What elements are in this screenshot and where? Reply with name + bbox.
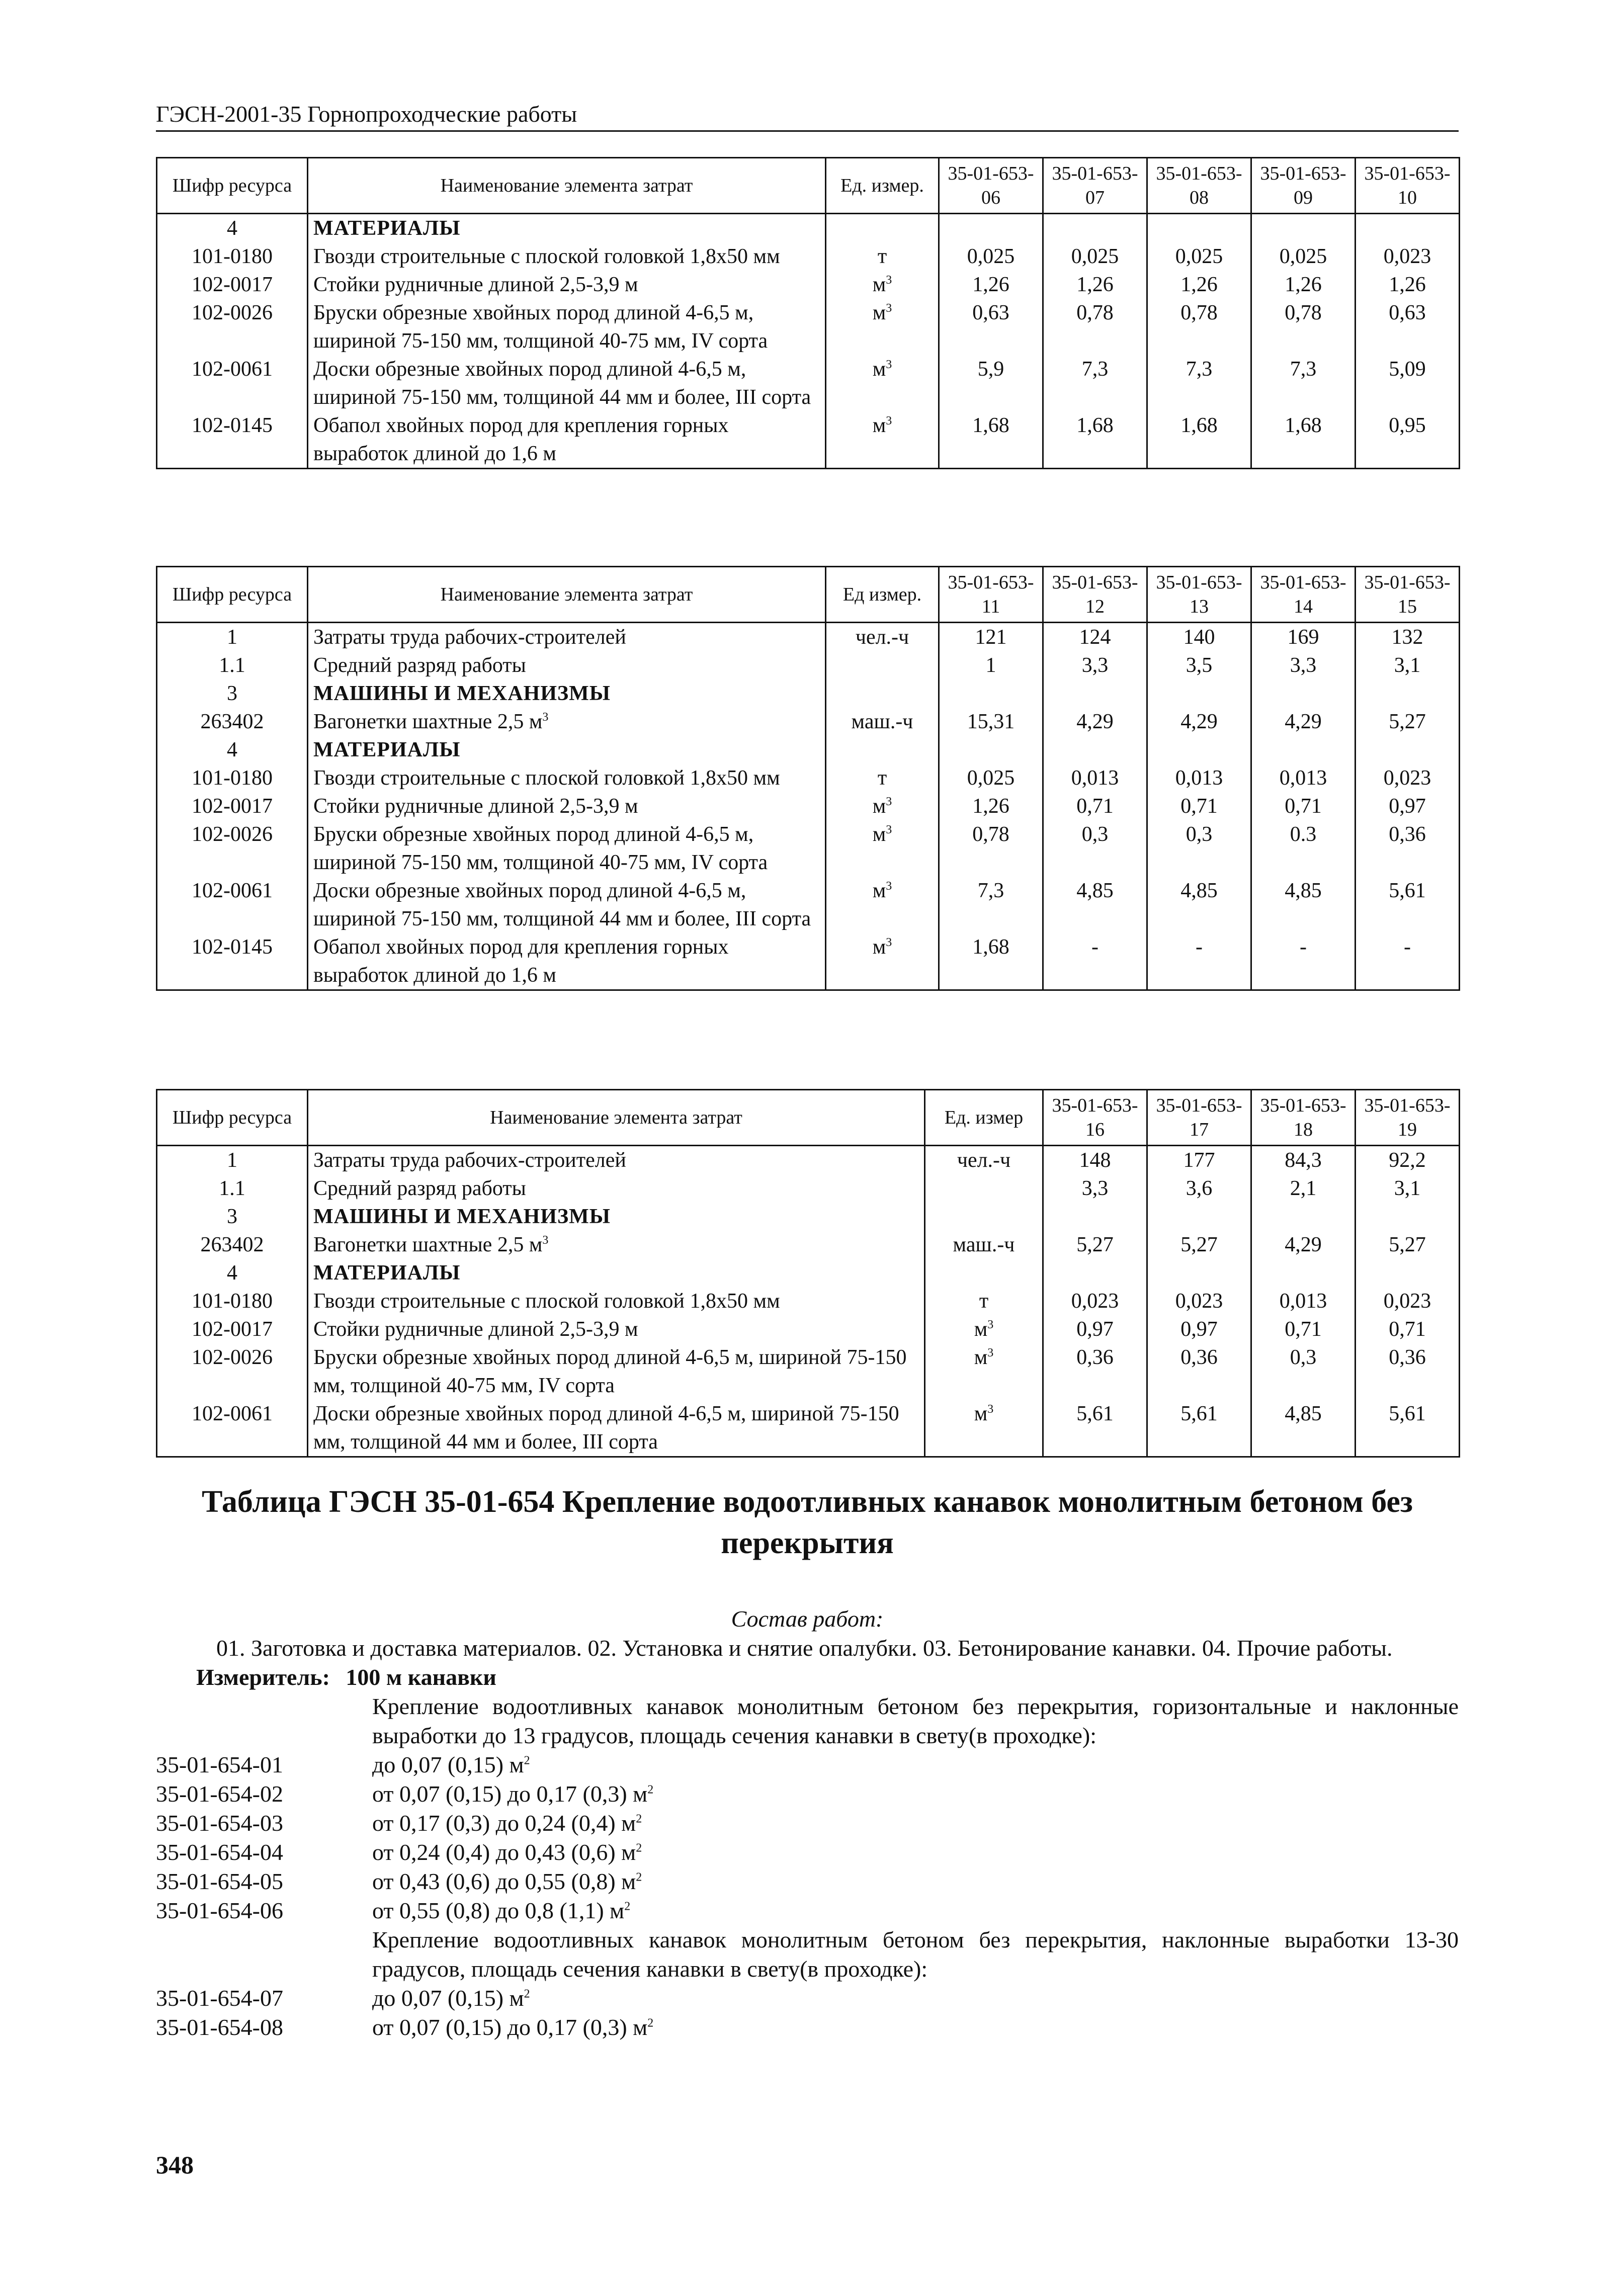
norm-value: - (1043, 933, 1147, 990)
norm-value: 0,025 (939, 764, 1043, 792)
norm-value: 5,61 (1356, 877, 1460, 933)
resource-code: 101-0180 (157, 1287, 308, 1315)
norm-value: 0,36 (1356, 1343, 1460, 1400)
norm-code-header: 35-01-653-16 (1043, 1090, 1147, 1146)
group2-items (156, 1984, 1459, 2042)
norm-value: 121 (939, 623, 1043, 652)
norm-item (156, 1779, 1459, 1809)
measure-value: 100 м канавки (346, 1664, 496, 1690)
norm-value: 148 (1043, 1146, 1147, 1175)
resource-name: Бруски обрезные хвойных пород длиной 4-6,5 м, шириной 75-150 мм, толщиной 40-75 мм, IV сорта (308, 299, 826, 355)
norm-value: 4,29 (1251, 1231, 1356, 1259)
resource-code: 263402 (157, 1231, 308, 1259)
resource-name: Средний разряд работы (308, 1174, 925, 1203)
resource-code: 1 (157, 623, 308, 652)
norm-value (1147, 679, 1251, 708)
norm-value: 3,3 (1043, 651, 1147, 679)
norm-code: 35-01-654-07 (156, 1985, 283, 2011)
resource-code: 102-0017 (157, 271, 308, 299)
norm-range: от 0,07 (0,15) до 0,17 (0,3) $м^2$ (372, 1781, 654, 1807)
resource-code: 4 (157, 214, 308, 243)
table-row (157, 792, 1460, 820)
unit: маш.-ч (925, 1231, 1043, 1259)
norm-code-header: 35-01-653-07 (1043, 158, 1147, 214)
measure-line (156, 1663, 1459, 1692)
norm-value: 0,023 (1356, 764, 1460, 792)
unit: чел.-ч (826, 623, 939, 652)
resource-code: 102-0026 (157, 1343, 308, 1400)
norm-value: 1,68 (1043, 411, 1147, 469)
norm-code-header: 35-01-653-15 (1356, 567, 1460, 623)
norm-value: 0,023 (1356, 242, 1460, 271)
norm-value: - (1147, 933, 1251, 990)
running-header: ГЭСН-2001-35 Горнопроходческие работы (156, 101, 1459, 132)
norm-value: 0,023 (1043, 1287, 1147, 1315)
table-row (157, 411, 1460, 469)
norm-value: 0,013 (1147, 764, 1251, 792)
table-header-row (157, 158, 1460, 214)
table-row (157, 242, 1460, 271)
norm-range: от 0,17 (0,3) до 0,24 (0,4) $м^2$ (372, 1810, 642, 1836)
norm-range: от 0,43 (0,6) до 0,55 (0,8) $м^2$ (372, 1868, 642, 1894)
norm-value: 5,61 (1147, 1400, 1251, 1457)
table-row (157, 1146, 1460, 1175)
page-number: 348 (156, 2151, 194, 2179)
norm-value: 1,68 (1251, 411, 1356, 469)
norm-value: 0,36 (1356, 820, 1460, 877)
norm-value (1251, 1259, 1356, 1287)
norm-value: 7,3 (939, 877, 1043, 933)
norm-code-header: 35-01-653-10 (1356, 158, 1460, 214)
norm-code-header: 35-01-653-11 (939, 567, 1043, 623)
table-row (157, 1287, 1460, 1315)
unit (826, 736, 939, 764)
resource-code: 1.1 (157, 1174, 308, 1203)
resource-code: 102-0061 (157, 877, 308, 933)
norm-code: 35-01-654-04 (156, 1839, 283, 1865)
resource-code: 3 (157, 679, 308, 708)
norm-range: от 0,07 (0,15) до 0,17 (0,3) $м^2$ (372, 2014, 654, 2040)
norm-value: 0,71 (1147, 792, 1251, 820)
norm-value: 0,3 (1147, 820, 1251, 877)
norm-range: от 0,24 (0,4) до 0,43 (0,6) $м^2$ (372, 1839, 642, 1865)
norm-value: 92,2 (1356, 1146, 1460, 1175)
unit: маш.-ч (826, 708, 939, 736)
table-row (157, 764, 1460, 792)
norm-value: 1,26 (939, 271, 1043, 299)
norm-value: 0.3 (1251, 820, 1356, 877)
table-row (157, 1203, 1460, 1231)
group1-description: Крепление водоотливных канавок монолитным бетоном без перекрытия, горизонтальные и наклонные выработки до 13 градусов, площадь сечения канавки в свету(в проходке): (372, 1693, 1459, 1748)
norm-value: 5,27 (1356, 1231, 1460, 1259)
norm-value: 0,78 (1043, 299, 1147, 355)
norm-code-header: 35-01-653-13 (1147, 567, 1251, 623)
section-heading: МАТЕРИАЛЫ (308, 1259, 925, 1287)
norm-value: 3,1 (1356, 651, 1460, 679)
norm-code-header: 35-01-653-14 (1251, 567, 1356, 623)
resource-code: 102-0061 (157, 1400, 308, 1457)
norm-value: 1,26 (1043, 271, 1147, 299)
resource-name: Затраты труда рабочих-строителей (308, 1146, 925, 1175)
resource-name: Средний разряд работы (308, 651, 826, 679)
norm-value: 4,85 (1251, 1400, 1356, 1457)
unit: т (826, 242, 939, 271)
norm-range: до 0,07 (0,15) $м^2$ (372, 1985, 530, 2011)
unit (826, 214, 939, 243)
norm-value: 1 (939, 651, 1043, 679)
norm-item (156, 1838, 1459, 1867)
unit: $м^3$ (826, 299, 939, 355)
norm-value (1043, 214, 1147, 243)
norm-range: от 0,55 (0,8) до 0,8 (1,1) $м^2$ (372, 1898, 631, 1923)
unit: чел.-ч (925, 1146, 1043, 1175)
table-row (157, 708, 1460, 736)
norm-code: 35-01-654-01 (156, 1752, 283, 1777)
table-row (157, 1343, 1460, 1400)
resource-code: 3 (157, 1203, 308, 1231)
table-row (157, 355, 1460, 411)
unit (925, 1259, 1043, 1287)
norm-value (1147, 736, 1251, 764)
norm-value (1251, 736, 1356, 764)
norm-value: 3,6 (1147, 1174, 1251, 1203)
norm-value (939, 736, 1043, 764)
table-row (157, 1231, 1460, 1259)
section-heading: МАШИНЫ И МЕХАНИЗМЫ (308, 1203, 925, 1231)
unit: т (925, 1287, 1043, 1315)
unit-header: Ед измер. (826, 567, 939, 623)
norm-value: 5,27 (1356, 708, 1460, 736)
resource-name: Вагонетки шахтные 2,5 $м^3$ (308, 1231, 925, 1259)
norm-value: 1,68 (939, 933, 1043, 990)
norm-value: 0,3 (1251, 1343, 1356, 1400)
norm-value (1043, 1203, 1147, 1231)
work-heading: Состав работ: (731, 1606, 884, 1632)
norm-value: 3,3 (1043, 1174, 1147, 1203)
section-heading: МАТЕРИАЛЫ (308, 214, 826, 243)
name-header: Наименование элемента затрат (308, 1090, 925, 1146)
norm-value: 0,013 (1043, 764, 1147, 792)
norm-value: 4,85 (1043, 877, 1147, 933)
norm-value: 1,26 (939, 792, 1043, 820)
resource-code: 102-0145 (157, 411, 308, 469)
norm-value: 0,71 (1356, 1315, 1460, 1343)
unit: т (826, 764, 939, 792)
name-header: Наименование элемента затрат (308, 158, 826, 214)
norm-item (156, 1867, 1459, 1896)
resource-code: 4 (157, 1259, 308, 1287)
resource-name: Стойки рудничные длиной 2,5-3,9 м (308, 792, 826, 820)
resource-name: Гвозди строительные с плоской головкой 1,8х50 мм (308, 764, 826, 792)
norm-value: 0,023 (1147, 1287, 1251, 1315)
norm-value (1147, 1203, 1251, 1231)
work-text: 01. Заготовка и доставка материалов. 02. Установка и снятие опалубки. 03. Бетонирование канавки. 04. Прочие работы. (216, 1635, 1393, 1661)
norm-value: 3,3 (1251, 651, 1356, 679)
unit: $м^3$ (826, 933, 939, 990)
table-row (157, 271, 1460, 299)
norm-value: 5,27 (1147, 1231, 1251, 1259)
norm-value: 169 (1251, 623, 1356, 652)
norm-value (1147, 1259, 1251, 1287)
name-header: Наименование элемента затрат (308, 567, 826, 623)
norm-value: 0,78 (1147, 299, 1251, 355)
table-row (157, 933, 1460, 990)
unit: $м^3$ (826, 355, 939, 411)
resource-name: Доски обрезные хвойных пород длиной 4-6,5 м, шириной 75-150 мм, толщиной 44 мм и более, III сорта (308, 1400, 925, 1457)
unit (826, 679, 939, 708)
norm-value: 0,36 (1043, 1343, 1147, 1400)
norm-value: 2,1 (1251, 1174, 1356, 1203)
norm-value: 1,68 (1147, 411, 1251, 469)
norm-value (1147, 214, 1251, 243)
norm-value: 1,68 (939, 411, 1043, 469)
resource-code: 101-0180 (157, 242, 308, 271)
unit: $м^3$ (826, 877, 939, 933)
code-header: Шифр ресурса (157, 158, 308, 214)
resource-name: Бруски обрезные хвойных пород длиной 4-6,5 м, шириной 75-150 мм, толщиной 40-75 мм, IV сорта (308, 820, 826, 877)
norm-value: 4,85 (1251, 877, 1356, 933)
norm-value: 3,1 (1356, 1174, 1460, 1203)
norm-value: 7,3 (1147, 355, 1251, 411)
resource-code: 102-0145 (157, 933, 308, 990)
norm-code-header: 35-01-653-18 (1251, 1090, 1356, 1146)
norm-value: 124 (1043, 623, 1147, 652)
unit: $м^3$ (925, 1400, 1043, 1457)
unit: $м^3$ (826, 271, 939, 299)
resource-name: Гвозди строительные с плоской головкой 1,8х50 мм (308, 1287, 925, 1315)
table-header-row (157, 1090, 1460, 1146)
norm-code-header: 35-01-653-17 (1147, 1090, 1251, 1146)
norm-value: 1,26 (1147, 271, 1251, 299)
norm-value: 0,013 (1251, 764, 1356, 792)
norm-value: 0,013 (1251, 1287, 1356, 1315)
norm-code-header: 35-01-653-09 (1251, 158, 1356, 214)
norm-value: 1,26 (1251, 271, 1356, 299)
table-row (157, 651, 1460, 679)
norm-value: 0,78 (1251, 299, 1356, 355)
norm-item (156, 2013, 1459, 2042)
norm-item (156, 1750, 1459, 1779)
norm-value (1356, 736, 1460, 764)
table-row (157, 820, 1460, 877)
norm-value: 0,3 (1043, 820, 1147, 877)
resource-code: 263402 (157, 708, 308, 736)
norm-code: 35-01-654-06 (156, 1898, 283, 1923)
group1-items (156, 1750, 1459, 1925)
resource-code: 1 (157, 1146, 308, 1175)
norm-value (1356, 679, 1460, 708)
norm-value: 0,97 (1147, 1315, 1251, 1343)
norm-code-header: 35-01-653-12 (1043, 567, 1147, 623)
norm-value: 0,025 (1251, 242, 1356, 271)
norm-value (1043, 736, 1147, 764)
norm-value: 177 (1147, 1146, 1251, 1175)
norm-value: 0,95 (1356, 411, 1460, 469)
table-row (157, 736, 1460, 764)
table-row (157, 1174, 1460, 1203)
norm-value (939, 214, 1043, 243)
unit-header: Ед. измер. (826, 158, 939, 214)
norm-value: 0,63 (1356, 299, 1460, 355)
resource-code: 102-0026 (157, 299, 308, 355)
table-header-row (157, 567, 1460, 623)
norm-value: - (1356, 933, 1460, 990)
norm-item (156, 1896, 1459, 1925)
resource-name: Бруски обрезные хвойных пород длиной 4-6,5 м, шириной 75-150 мм, толщиной 40-75 мм, IV сорта (308, 1343, 925, 1400)
unit (826, 651, 939, 679)
norm-value (1251, 679, 1356, 708)
norm-value (1356, 1259, 1460, 1287)
resource-name: Стойки рудничные длиной 2,5-3,9 м (308, 271, 826, 299)
section-heading: МАТЕРИАЛЫ (308, 736, 826, 764)
resource-code: 1.1 (157, 651, 308, 679)
resource-table-653-11-15 (156, 566, 1460, 991)
table-row (157, 1259, 1460, 1287)
norm-value: 84,3 (1251, 1146, 1356, 1175)
norm-value: 5,27 (1043, 1231, 1147, 1259)
table-row (157, 214, 1460, 243)
norm-value: 0,78 (939, 820, 1043, 877)
norm-value: 5,9 (939, 355, 1043, 411)
measure-label: Измеритель: (196, 1664, 330, 1690)
norm-value (939, 679, 1043, 708)
resource-code: 102-0026 (157, 820, 308, 877)
resource-name: Гвозди строительные с плоской головкой 1,8х50 мм (308, 242, 826, 271)
unit (925, 1174, 1043, 1203)
norm-value: 0,63 (939, 299, 1043, 355)
unit: $м^3$ (925, 1315, 1043, 1343)
norm-value: 15,31 (939, 708, 1043, 736)
resource-code: 102-0017 (157, 1315, 308, 1343)
norm-value: 0,97 (1356, 792, 1460, 820)
work-composition (156, 1604, 1459, 2042)
norm-value: 4,29 (1251, 708, 1356, 736)
norm-value: 0,023 (1356, 1287, 1460, 1315)
table-row (157, 1400, 1460, 1457)
norm-value: 4,85 (1147, 877, 1251, 933)
section-title: Таблица ГЭСН 35-01-654 Крепление водоотливных канавок монолитным бетоном без перекрытия (202, 1485, 1413, 1560)
code-header: Шифр ресурса (157, 1090, 308, 1146)
norm-item (156, 1809, 1459, 1838)
norm-value: 4,29 (1147, 708, 1251, 736)
norm-value: 140 (1147, 623, 1251, 652)
norm-value (1356, 214, 1460, 243)
norm-value: 7,3 (1043, 355, 1147, 411)
unit: $м^3$ (826, 411, 939, 469)
norm-code: 35-01-654-08 (156, 2014, 283, 2040)
unit: $м^3$ (826, 792, 939, 820)
norm-code-header: 35-01-653-19 (1356, 1090, 1460, 1146)
group2-description: Крепление водоотливных канавок монолитным бетоном без перекрытия, наклонные выработки 13-30 градусов, площадь сечения канавки в свету(в проходке): (372, 1927, 1459, 1982)
resource-code: 101-0180 (157, 764, 308, 792)
norm-value: 0,71 (1251, 1315, 1356, 1343)
norm-value: 0,71 (1043, 792, 1147, 820)
norm-value: 1,26 (1356, 271, 1460, 299)
resource-code: 4 (157, 736, 308, 764)
norm-value: 5,09 (1356, 355, 1460, 411)
table-row (157, 1315, 1460, 1343)
norm-value: 0,025 (1043, 242, 1147, 271)
resource-table-653-06-10 (156, 157, 1460, 469)
resource-name: Доски обрезные хвойных пород длиной 4-6,5 м, шириной 75-150 мм, толщиной 44 мм и более, III сорта (308, 877, 826, 933)
norm-value: 0,97 (1043, 1315, 1147, 1343)
code-header: Шифр ресурса (157, 567, 308, 623)
table-row (157, 623, 1460, 652)
unit: $м^3$ (826, 820, 939, 877)
norm-item (156, 1984, 1459, 2013)
resource-name: Обапол хвойных пород для крепления горных выработок длиной до 1,6 м (308, 411, 826, 469)
norm-code-header: 35-01-653-08 (1147, 158, 1251, 214)
section-heading: МАШИНЫ И МЕХАНИЗМЫ (308, 679, 826, 708)
unit-header: Ед. измер (925, 1090, 1043, 1146)
table-row (157, 679, 1460, 708)
norm-code: 35-01-654-03 (156, 1810, 283, 1836)
norm-value: 7,3 (1251, 355, 1356, 411)
resource-name: Стойки рудничные длиной 2,5-3,9 м (308, 1315, 925, 1343)
table-row (157, 877, 1460, 933)
resource-name: Доски обрезные хвойных пород длиной 4-6,5 м, шириной 75-150 мм, толщиной 44 мм и более, III сорта (308, 355, 826, 411)
norm-value (1251, 1203, 1356, 1231)
unit (925, 1203, 1043, 1231)
norm-value: 3,5 (1147, 651, 1251, 679)
norm-value: 0,71 (1251, 792, 1356, 820)
norm-value (1356, 1203, 1460, 1231)
norm-value: 132 (1356, 623, 1460, 652)
norm-value: - (1251, 933, 1356, 990)
norm-range: до 0,07 (0,15) $м^2$ (372, 1752, 530, 1777)
resource-code: 102-0017 (157, 792, 308, 820)
unit: $м^3$ (925, 1343, 1043, 1400)
norm-value: 4,29 (1043, 708, 1147, 736)
resource-table-653-16-19 (156, 1089, 1460, 1458)
norm-value: 0,36 (1147, 1343, 1251, 1400)
norm-code: 35-01-654-05 (156, 1868, 283, 1894)
resource-code: 102-0061 (157, 355, 308, 411)
norm-value: 5,61 (1043, 1400, 1147, 1457)
norm-value: 0,025 (1147, 242, 1251, 271)
norm-value (1043, 1259, 1147, 1287)
norm-code-header: 35-01-653-06 (939, 158, 1043, 214)
norm-code: 35-01-654-02 (156, 1781, 283, 1807)
resource-name: Обапол хвойных пород для крепления горных выработок длиной до 1,6 м (308, 933, 826, 990)
resource-name: Вагонетки шахтные 2,5 $м^3$ (308, 708, 826, 736)
table-row (157, 299, 1460, 355)
norm-value: 5,61 (1356, 1400, 1460, 1457)
norm-value (1251, 214, 1356, 243)
norm-value: 0,025 (939, 242, 1043, 271)
resource-name: Затраты труда рабочих-строителей (308, 623, 826, 652)
norm-value (1043, 679, 1147, 708)
